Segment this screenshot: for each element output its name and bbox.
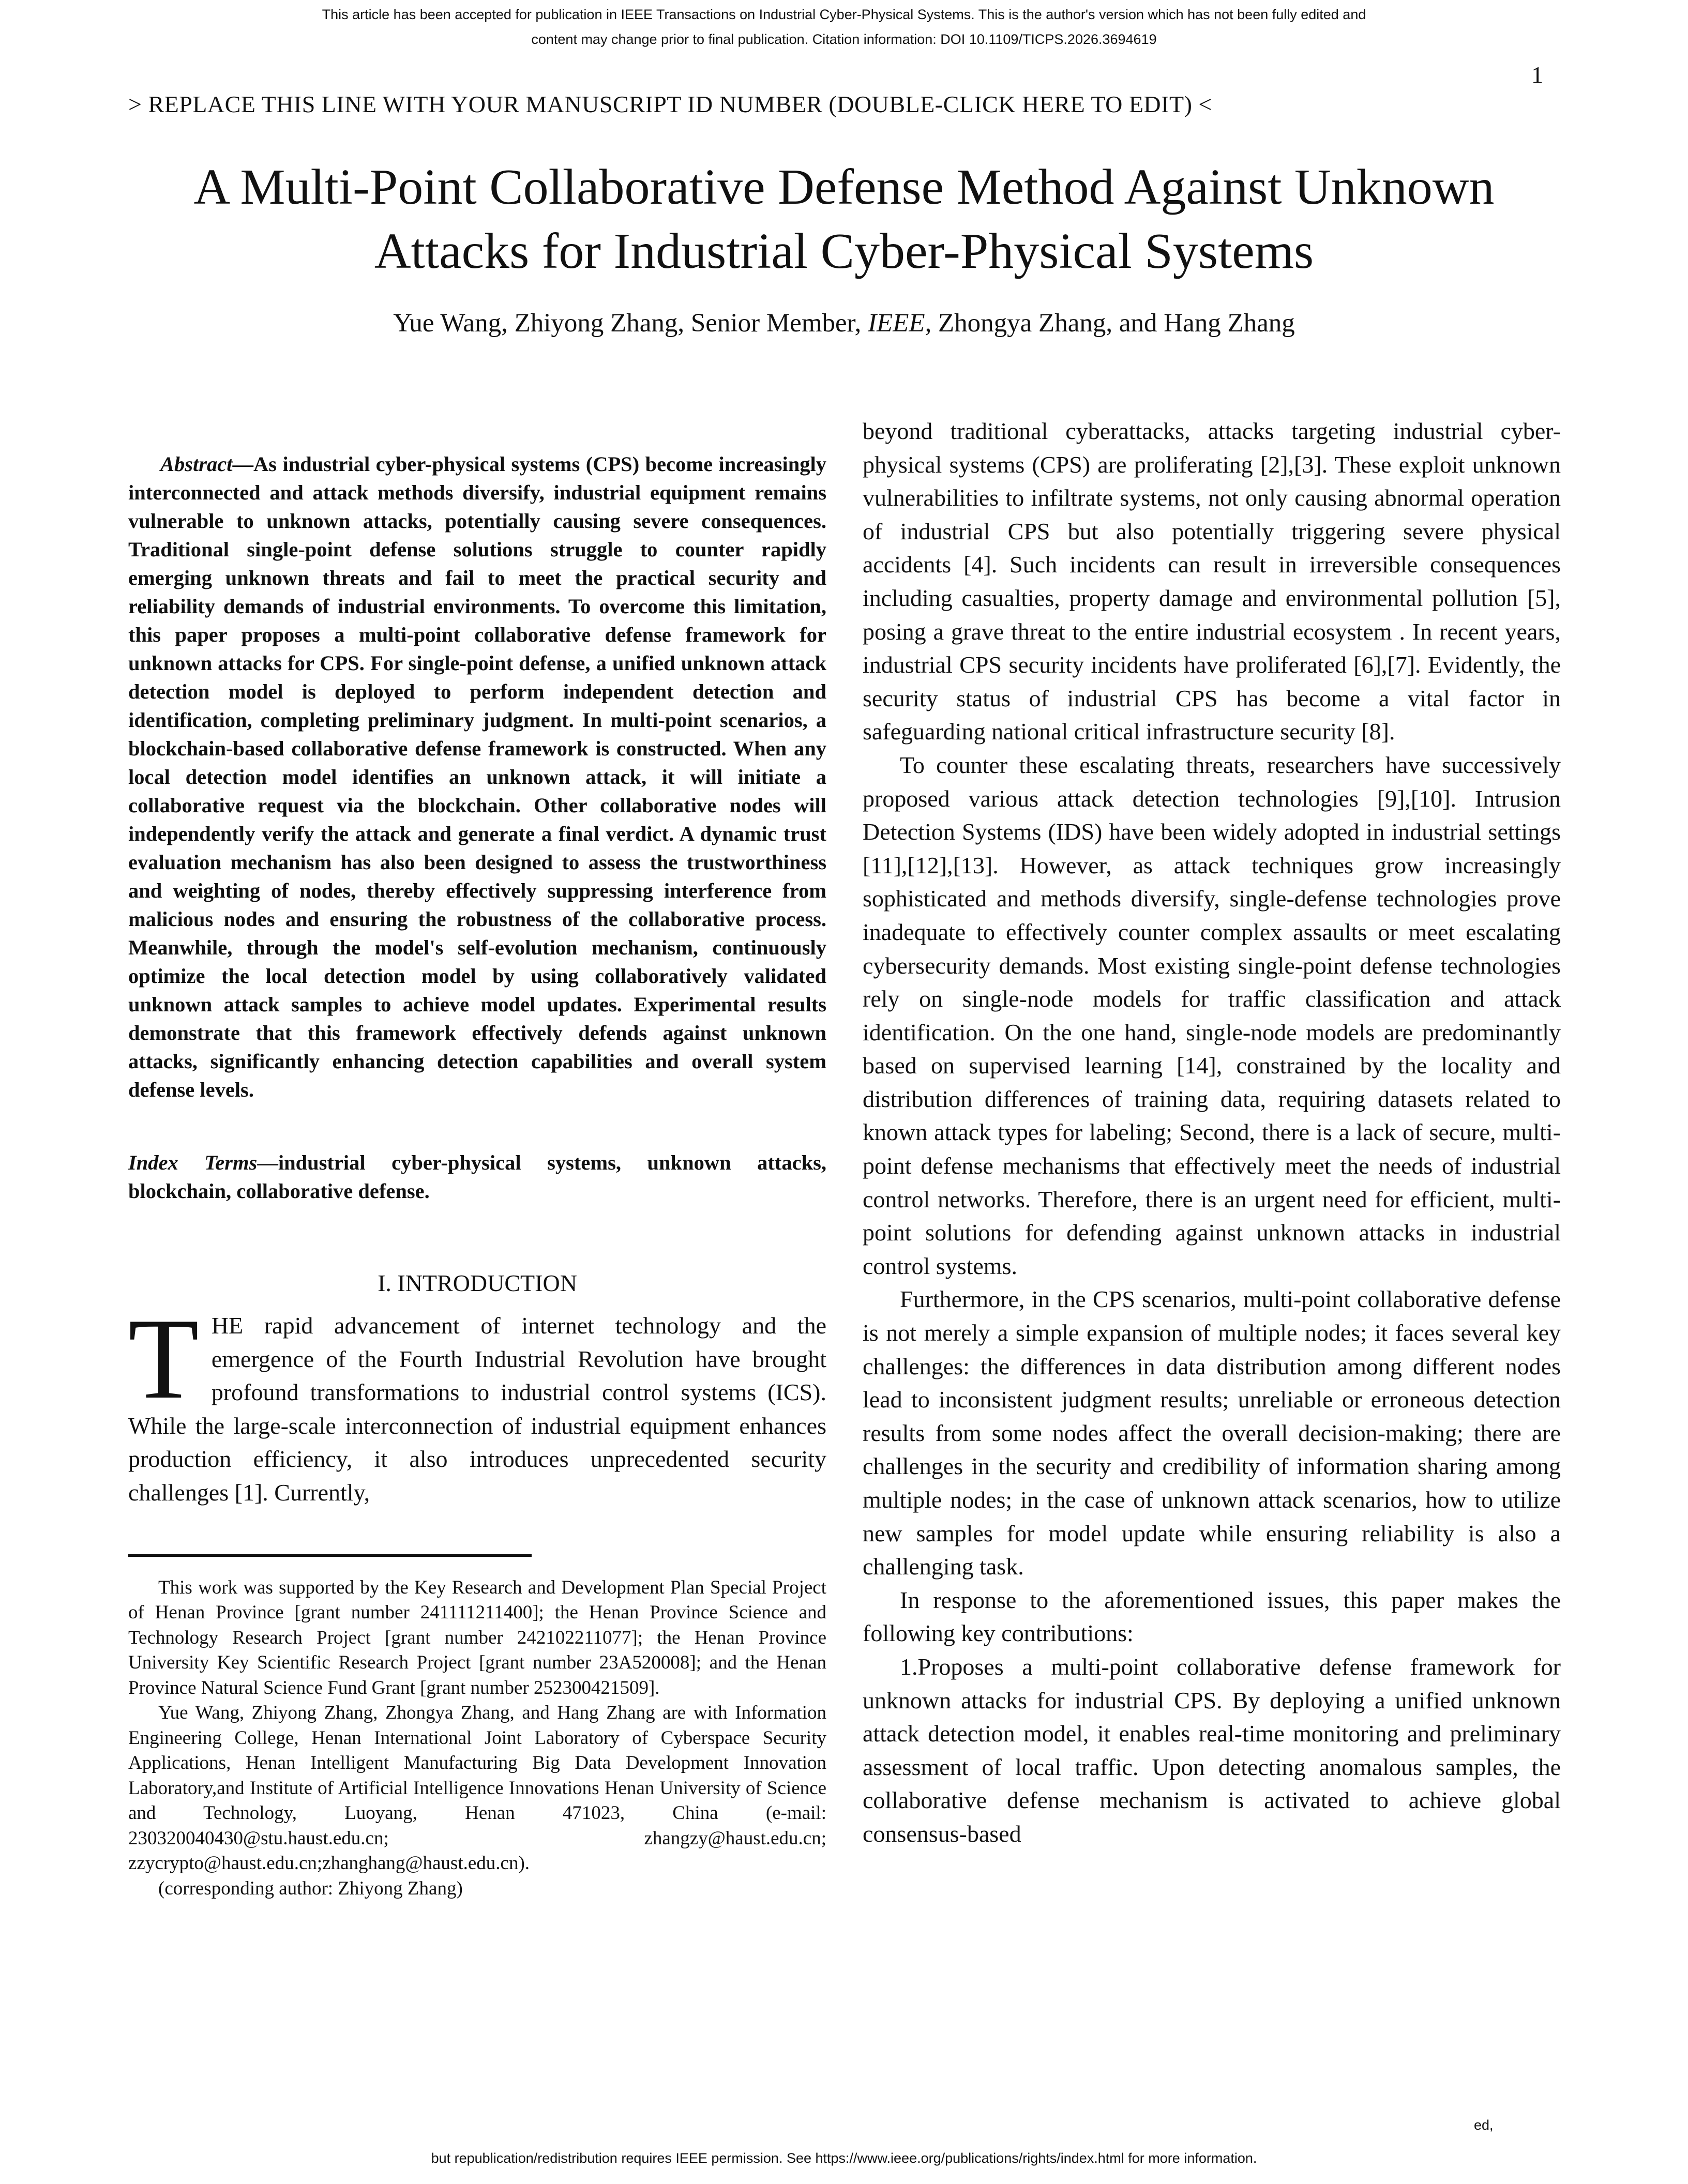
footnote-divider bbox=[128, 1554, 532, 1557]
author-list bbox=[93, 308, 1595, 338]
abstract-label: Abstract bbox=[160, 452, 233, 476]
left-column bbox=[128, 450, 826, 1901]
publication-notice-footer: but republication/redistribution requires IEEE permission. See https://www.ieee.org/publications/rights/index.html for more information. bbox=[431, 2150, 1257, 2166]
intro-paragraph-1-continued: beyond traditional cyberattacks, attacks targeting industrial cyber-physical systems (CPS) are proliferating [2],[3]. These exploit unknown vulnerabilities to infiltrate systems, not only causing abnormal operation of industrial CPS but also potentially triggering severe physical accidents [4]. Such incidents can result in irreversible consequences including casualties, property damage and environmental pollution [5], posing a grave threat to the entire industrial ecosystem . In recent years, industrial CPS security incidents have proliferated [6],[7]. Evidently, the security status of industrial CPS has become a vital factor in safeguarding national critical infrastructure security [8]. bbox=[863, 418, 1561, 745]
publication-notice-line-2: content may change prior to final publication. Citation information: DOI 10.1109/TICPS.2026.3694619 bbox=[531, 32, 1157, 47]
section-heading-introduction: I. INTRODUCTION bbox=[378, 1270, 577, 1296]
footnote-corresponding-author: (corresponding author: Zhiyong Zhang) bbox=[158, 1877, 463, 1899]
index-terms-dash: — bbox=[257, 1151, 278, 1174]
right-column bbox=[863, 415, 1561, 1851]
author-names-part-1: Yue Wang, Zhiyong Zhang, Senior Member, bbox=[393, 309, 868, 338]
ieee-affiliation: IEEE, bbox=[868, 309, 932, 338]
abstract bbox=[128, 450, 826, 1104]
abstract-text: As industrial cyber-physical systems (CPS) become increasingly interconnected and attack methods diversify, industrial equipment remains vulnerable to unknown attacks, potentially causing severe consequences. Traditional single-point defense solutions struggle to counter rapidly emerging unknown threats and fail to meet the practical security and reliability demands of industrial environments. To overcome this limitation, this paper proposes a multi-point collaborative defense framework for unknown attacks for CPS. For single-point defense, a unified unknown attack detection model is deployed to perform independent detection and identification, completing preliminary judgment. In multi-point scenarios, a blockchain-based collaborative defense framework is constructed. When any local detection model identifies an unknown attack, it will initiate a collaborative request via the blockchain. Other collaborative nodes will independently verify the attack and generate a final verdict. A dynamic trust evaluation mechanism has also been designed to assess the trustworthiness and weighting of nodes, thereby effectively suppressing interference from malicious nodes and ensuring the robustness of the collaborative process. Meanwhile, through the model's self-evolution mechanism, continuously optimize the local detection model by using collaboratively validated unknown attack samples to achieve model updates. Experimental results demonstrate that this framework effectively defends against unknown attacks, significantly enhancing detection capabilities and overall system defense levels. bbox=[128, 452, 826, 1101]
intro-paragraph-5: 1.Proposes a multi-point collaborative defense framework for unknown attacks for industrial CPS. By deploying a unified unknown attack detection model, it enables real-time monitoring and preliminary assessment of local traffic. Upon detecting anomalous samples, the collaborative defense mechanism is activated to achieve global consensus-based bbox=[863, 1653, 1561, 1847]
footnote-affiliation: Yue Wang, Zhiyong Zhang, Zhongya Zhang, and Hang Zhang are with Information Engineering College, Henan International Joint Laboratory of Cyberspace Security Applications, Henan Intelligent Manufacturing Big Data Development Innovation Laboratory,and Institute of Artificial Intelligence Innovations Henan University of Science and Technology, Luoyang, Henan 471023, China (e-mail: 230320040430@stu.haust.edu.cn; zhangzy@haust.edu.cn; zzycrypto@haust.edu.cn;zhanghang@haust.edu.cn). bbox=[128, 1702, 826, 1874]
author-names-part-2: Zhongya Zhang, and Hang Zhang bbox=[931, 309, 1295, 338]
index-terms-text: industrial cyber-physical systems, unknown attacks, blockchain, collaborative defense. bbox=[128, 1151, 826, 1203]
intro-paragraph-1-text: HE rapid advancement of internet technology and the emergence of the Fourth Industrial Revolution have brought profound transformations to industrial control systems (ICS). While the large-scale interconnection of industrial equipment enhances production efficiency, it also introduces unprecedented security challenges [1]. Currently, bbox=[128, 1312, 826, 1506]
footnote-funding: This work was supported by the Key Research and Development Plan Special Project of Henan Province [grant number 241111211400]; the Henan Province Science and Technology Research Project [grant number 242102211077]; the Henan Province University Key Scientific Research Project [grant number 23A520008]; and the Henan Province Natural Science Fund Grant [grant number 252300421509]. bbox=[128, 1576, 826, 1698]
paper-title bbox=[93, 155, 1595, 283]
paper-title-line-1: A Multi-Point Collaborative Defense Method Against Unknown bbox=[193, 159, 1495, 215]
intro-paragraph-4: In response to the aforementioned issues, this paper makes the following key contributions: bbox=[863, 1586, 1561, 1647]
footer-fragment: ed, bbox=[1474, 2117, 1494, 2133]
manuscript-id-placeholder: > REPLACE THIS LINE WITH YOUR MANUSCRIPT ID NUMBER (DOUBLE-CLICK HERE TO EDIT) < bbox=[128, 91, 1212, 117]
publication-notice-line-1: This article has been accepted for publication in IEEE Transactions on Industrial Cyber-Physical Systems. This is the author's version which has not been fully edited and bbox=[322, 7, 1366, 22]
page-number: 1 bbox=[1531, 62, 1543, 88]
abstract-dash: — bbox=[232, 452, 254, 476]
drop-cap: T bbox=[128, 1295, 199, 1423]
intro-paragraph-2: To counter these escalating threats, researchers have successively proposed various attack detection technologies [9],[10]. Intrusion Detection Systems (IDS) have been widely adopted in industrial settings [11],[12],[13]. However, as attack techniques grow increasingly sophisticated and methods diversify, single-defense technologies prove inadequate to effectively counter complex assaults or meet escalating cybersecurity demands. Most existing single-point defense technologies rely on single-node models for traffic classification and attack identification. On the one hand, single-node models are predominantly based on supervised learning [14], constrained by the locality and distribution differences of training data, requiring datasets related to known attack types for labeling; Second, there is a lack of secure, multi-point defense mechanisms that effectively meet the needs of industrial control networks. Therefore, there is an urgent need for efficient, multi-point solutions for defending against unknown attacks in industrial control systems. bbox=[863, 751, 1561, 1279]
paper-title-line-2: Attacks for Industrial Cyber-Physical Systems bbox=[374, 223, 1314, 279]
index-terms-label: Index Terms bbox=[128, 1151, 258, 1174]
intro-paragraph-1 bbox=[128, 1295, 826, 1510]
publication-notice-header bbox=[0, 2, 1688, 52]
index-terms bbox=[128, 1148, 826, 1205]
intro-paragraph-3: Furthermore, in the CPS scenarios, multi-point collaborative defense is not merely a simple expansion of multiple nodes; it faces several key challenges: the differences in data distribution among different nodes lead to inconsistent judgment results; unreliable or erroneous detection results from some nodes affect the overall decision-making; there are challenges in the security and credibility of information sharing among multiple nodes; in the case of unknown attack scenarios, how to utilize new samples for model update while ensuring reliability is also a challenging task. bbox=[863, 1286, 1561, 1580]
